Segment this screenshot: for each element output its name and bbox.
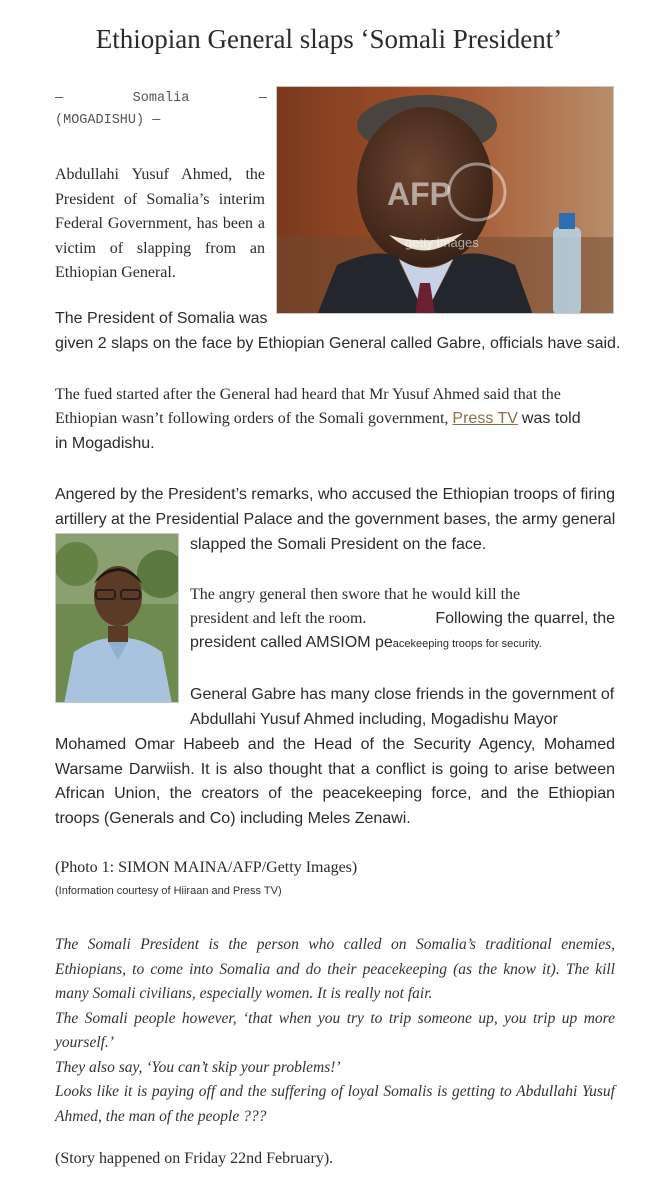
- page-title: Ethiopian General slaps ‘Somali President’: [95, 24, 563, 54]
- gabre-line-1: General Gabre has many close friends in the government of: [190, 686, 615, 703]
- swore-text-3: president called AMSIOM pe: [190, 634, 393, 651]
- commentary-line: They also say, ‘You can’t skip your problems!’: [55, 1058, 341, 1076]
- slaps-line-1: The President of Somalia was: [55, 310, 268, 327]
- dateline-dash: —: [258, 91, 267, 106]
- commentary-line: Looks like it is paying off and the suffering of loyal Somalis is getting to Abdullahi Yusuf Ahmed, the man of the people ???: [55, 1083, 615, 1125]
- swore-line-1: The angry general then swore that he would kill the: [190, 586, 521, 603]
- swore-text-small: acekeeping troops for security.: [392, 638, 542, 650]
- feud-line-2: [55, 407, 630, 432]
- photo-credit: (Photo 1: SIMON MAINA/AFP/Getty Images): [55, 859, 358, 876]
- intro-paragraph: Abdullahi Yusuf Ahmed, the President of Somalia’s interim Federal Government, has been a victim of slapping from an Ethiopian General.: [55, 166, 265, 281]
- angered-line-1: Angered by the President’s remarks, who accused the Ethiopian troops of firing: [55, 486, 616, 503]
- story-date-footer: (Story happened on Friday 22nd February).: [55, 1150, 334, 1167]
- commentary-line: The Somali people however, ‘that when you try to trip someone up, you trip up more yourself.’: [55, 1009, 615, 1051]
- dateline: [55, 88, 267, 132]
- slaps-line-2: given 2 slaps on the face by Ethiopian General called Gabre, officials have said.: [55, 335, 621, 352]
- president-photo-illustration: [277, 87, 614, 314]
- angered-line-3: slapped the Somali President on the face.: [190, 536, 487, 553]
- dateline-place: Somalia: [132, 91, 190, 106]
- feud-text: Ethiopian wasn’t following orders of the Somali government,: [55, 410, 449, 427]
- press-tv-link[interactable]: Press TV: [452, 410, 518, 427]
- commentary: [55, 933, 615, 1129]
- general-photo: [55, 533, 179, 703]
- info-credit: (Information courtesy of Hiiraan and Press TV): [55, 885, 282, 897]
- swore-text-2: Following the quarrel, the: [435, 610, 615, 627]
- general-photo-illustration: [56, 534, 179, 703]
- dateline-dash: —: [55, 91, 64, 106]
- swore-text: president and left the room.: [190, 610, 367, 627]
- swore-line-2: [190, 607, 615, 632]
- angered-line-2: artillery at the Presidential Palace and the government bases, the army general: [55, 511, 616, 528]
- afp-watermark: AFP: [387, 176, 451, 212]
- gabre-line-2: Abdullahi Yusuf Ahmed including, Mogadishu Mayor: [190, 711, 558, 728]
- commentary-line: The Somali President is the person who called on Somalia’s traditional enemies, Ethiopians, to come into Somalia and do their peacekeeping (as the know it). The kill many Somali civilians, especially women. It is really not fair.: [55, 936, 615, 1002]
- getty-watermark: getty images: [405, 235, 479, 250]
- gabre-paragraph-rest: Mohamed Omar Habeeb and the Head of the Security Agency, Mohamed Warsame Darwiish. It is also thought that a conflict is going to arise between African Union, the creators of the peacekeeping force, and the Ethiopian troops (Generals and Co) including Meles Zenawi.: [55, 736, 615, 827]
- dateline-city: (MOGADISHU) —: [55, 113, 161, 128]
- feud-text-end: was told: [521, 410, 581, 427]
- feud-line-3: in Mogadishu.: [55, 435, 155, 452]
- president-photo: [276, 86, 614, 314]
- feud-line-1: The fued started after the General had heard that Mr Yusuf Ahmed said that the: [55, 386, 561, 403]
- swore-line-3: [190, 631, 620, 657]
